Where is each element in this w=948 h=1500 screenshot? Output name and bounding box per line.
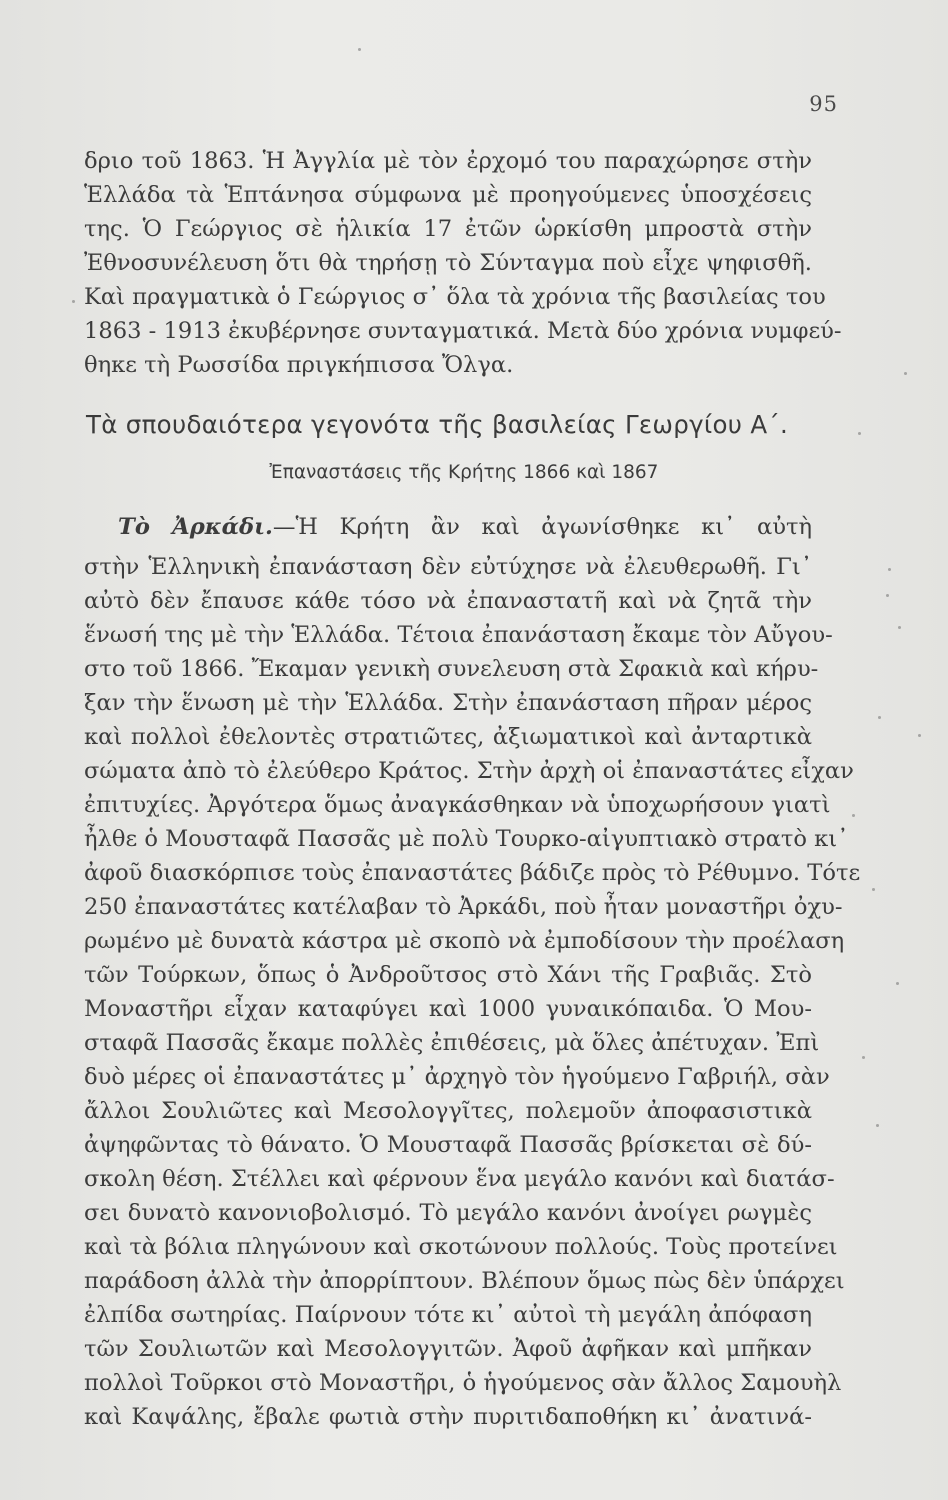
body-line: σταφᾶ Πασσᾶς ἔκαμε πολλὲς ἐπιθέσεις, μὰ ὅλες ἀπέτυχαν. Ἐπὶ: [84, 1030, 820, 1056]
body-line: στὴν Ἑλληνικὴ ἐπανάσταση δὲν εὐτύχησε νὰ ἐλευθερωθῆ. Γι᾽: [84, 554, 812, 580]
body-line: ἐλπίδα σωτηρίας. Παίρνουν τότε κι᾽ αὐτοὶ τὴ μεγάλη ἀπόφαση: [84, 1302, 812, 1328]
subheading-text: Ἐπαναστάσεις τῆς Κρήτης 1866 καὶ 1867: [269, 462, 659, 483]
body-line: τῶν Σουλιωτῶν καὶ Μεσολογγιτῶν. Ἀφοῦ ἀφῆκαν καὶ μπῆκαν: [84, 1336, 812, 1362]
paragraph-lead: Τὸ Ἀρκάδι.: [118, 514, 273, 540]
print-speck: [904, 372, 907, 375]
body-line: ἄλλοι Σουλιῶτες καὶ Μεσολογγῖτες, πολεμοῦν ἀποφασιστικὰ: [84, 1098, 812, 1124]
body-line: καὶ Καψάλης, ἔβαλε φωτιὰ στὴν πυριτιδαποθήκη κι᾽ ἀνατινά-: [84, 1404, 812, 1430]
print-speck: [872, 888, 875, 891]
body-line: τῶν Τούρκων, ὅπως ὁ Ἀνδροῦτσος στὸ Χάνι τῆς Γραβιᾶς. Στὸ: [84, 962, 812, 988]
intro-line: Καὶ πραγματικὰ ὁ Γεώργιος σ᾽ ὅλα τὰ χρόνια τῆς βασιλείας του: [84, 284, 826, 310]
body-line: σει δυνατὸ κανονιοβολισμό. Τὸ μεγάλο κανόνι ἀνοίγει ρωγμὲς: [84, 1200, 812, 1226]
print-speck: [862, 1056, 865, 1059]
print-speck: [358, 48, 361, 51]
body-line: παράδοση ἀλλὰ τὴν ἀπορρίπτουν. Βλέπουν ὅμως πὼς δὲν ὑπάρχει: [84, 1268, 845, 1294]
intro-line: θηκε τὴ Ρωσσίδα πριγκήπισσα Ὄλγα.: [84, 352, 514, 378]
page-number: 95: [809, 92, 838, 116]
section-subheading: [0, 462, 948, 483]
print-speck: [898, 626, 901, 629]
print-speck: [858, 432, 861, 435]
body-line: σώματα ἀπὸ τὸ ἐλεύθερο Κράτος. Στὴν ἀρχὴ οἱ ἐπαναστάτες εἶχαν: [84, 758, 854, 784]
body-line: στο τοῦ 1866. Ἔκαμαν γενικὴ συνελευση στὰ Σφακιὰ καὶ κήρυ-: [84, 656, 819, 682]
intro-line: Ἐθνοσυνέλευση ὅτι θὰ τηρήσῃ τὸ Σύνταγμα ποὺ εἶχε ψηφισθῆ.: [84, 250, 812, 276]
body-line: ἦλθε ὁ Μουσταφᾶ Πασσᾶς μὲ πολὺ Τουρκο-αἰγυπτιακὸ στρατὸ κι᾽: [84, 826, 849, 852]
body-line: ξαν τὴν ἕνωση μὲ τὴν Ἑλλάδα. Στὴν ἐπανάσταση πῆραν μέρος: [84, 690, 812, 716]
body-line: ἕνωσή της μὲ τὴν Ἑλλάδα. Τέτοια ἐπανάσταση ἔκαμε τὸν Αὔγου-: [84, 622, 833, 648]
print-speck: [886, 594, 889, 597]
body-line: ρωμένο μὲ δυνατὰ κάστρα μὲ σκοπὸ νὰ ἐμποδίσουν τὴν προέλαση: [84, 928, 845, 954]
body-line: ἀψηφῶντας τὸ θάνατο. Ὁ Μουσταφᾶ Πασσᾶς βρίσκεται σὲ δύ-: [84, 1132, 812, 1158]
body-line: δυὸ μέρες οἱ ἐπαναστάτες μ᾽ ἀρχηγὸ τὸν ἡγούμενο Γαβριήλ, σὰν: [84, 1064, 830, 1090]
body-line: Μοναστῆρι εἶχαν καταφύγει καὶ 1000 γυναικόπαιδα. Ὁ Μου-: [84, 996, 812, 1022]
body-line: καὶ πολλοὶ ἐθελοντὲς στρατιῶτες, ἀξιωματικοὶ καὶ ἀνταρτικὰ: [84, 724, 812, 750]
body-line: σκολη θέση. Στέλλει καὶ φέρνουν ἕνα μεγάλο κανόνι καὶ διατάσ-: [84, 1166, 835, 1192]
intro-line: 1863 - 1913 ἐκυβέρνησε συνταγματικά. Μετὰ δύο χρόνια νυμφεύ-: [84, 318, 842, 344]
print-speck: [918, 734, 921, 737]
first-line-rest: —Ἡ Κρήτη ἂν καὶ ἀγωνίσθηκε κι᾽ αὐτὴ: [272, 514, 812, 540]
print-speck: [896, 982, 899, 985]
body-line: ἀφοῦ διασκόρπισε τοὺς ἐπαναστάτες βάδιζε πρὸς τὸ Ρέθυμνο. Τότε: [84, 860, 861, 886]
print-speck: [876, 1124, 879, 1127]
print-speck: [888, 568, 891, 571]
print-speck: [72, 300, 75, 303]
intro-line: Ἑλλάδα τὰ Ἑπτάνησα σύμφωνα μὲ προηγούμενες ὑποσχέσεις: [84, 182, 812, 208]
body-line: ἐπιτυχίες. Ἀργότερα ὅμως ἀναγκάσθηκαν νὰ ὑποχωρήσουν γιατὶ: [84, 792, 831, 818]
intro-line: δριο τοῦ 1863. Ἡ Ἀγγλία μὲ τὸν ἐρχομό του παραχώρησε στὴν: [84, 148, 812, 174]
print-speck: [878, 716, 881, 719]
body-line: καὶ τὰ βόλια πληγώνουν καὶ σκοτώνουν πολλούς. Τοὺς προτείνει: [84, 1234, 838, 1260]
section-title: Τὰ σπουδαιότερα γεγονότα τῆς βασιλείας Γεωργίου Α΄.: [86, 410, 789, 439]
body-line: πολλοὶ Τοῦρκοι στὸ Μοναστῆρι, ὁ ἡγούμενος σὰν ἄλλος Σαμουὴλ: [84, 1370, 842, 1396]
print-speck: [852, 814, 855, 817]
body-first-line: [118, 512, 812, 542]
intro-line: της. Ὁ Γεώργιος σὲ ἡλικία 17 ἐτῶν ὡρκίσθη μπροστὰ στὴν: [84, 216, 812, 242]
body-line: αὐτὸ δὲν ἔπαυσε κάθε τόσο νὰ ἐπαναστατῆ καὶ νὰ ζητᾶ τὴν: [84, 588, 812, 614]
body-line: 250 ἐπαναστάτες κατέλαβαν τὸ Ἀρκάδι, ποὺ ἦταν μοναστῆρι ὀχυ-: [84, 894, 843, 920]
